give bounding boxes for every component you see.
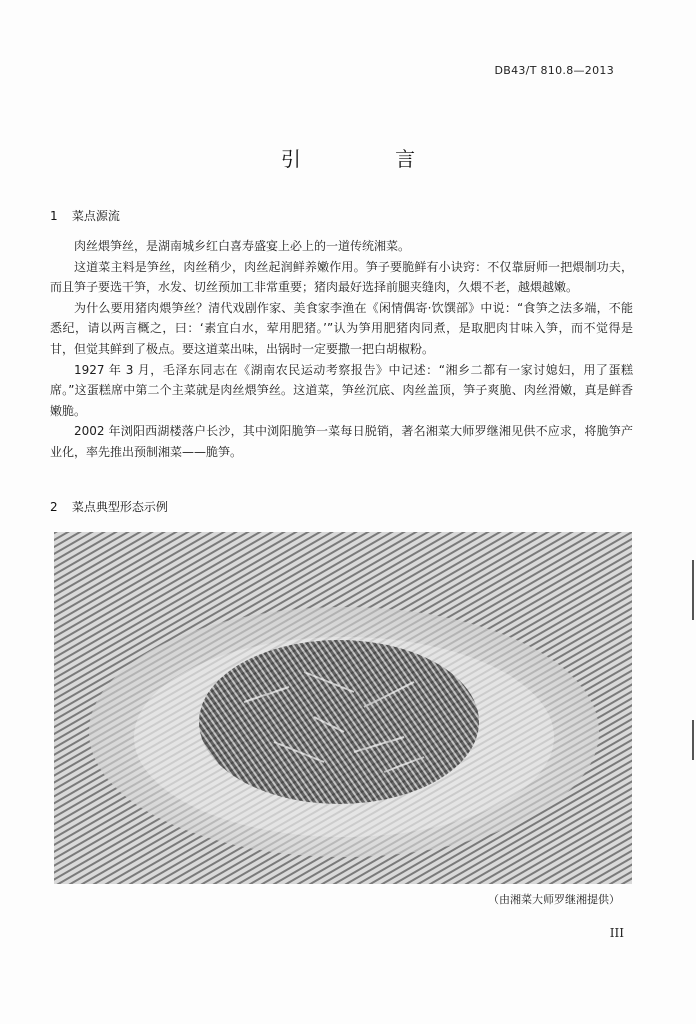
section-1-number: 1	[50, 209, 58, 223]
scan-edge-mark	[692, 560, 694, 620]
dish-photo	[54, 532, 632, 884]
dish-photo-image	[54, 532, 632, 884]
page-number: III	[609, 926, 624, 940]
paragraph: 肉丝煨笋丝，是湖南城乡红白喜寿盛宴上必上的一道传统湘菜。	[74, 239, 411, 253]
paragraph: 2002 年浏阳西湖楼落户长沙，其中浏阳脆笋一菜每日脱销，著名湘菜大师罗继湘见供不应求，将脆笋产业化，率先推出预制湘菜——脆笋。	[50, 424, 633, 459]
paragraph: 这道菜主料是笋丝，肉丝稍少，肉丝起润鲜养嫩作用。笋子要脆鲜有小诀窍：不仅靠厨师一把煨制功夫，而且笋子要选干笋，水发、切丝预加工非常重要；猪肉最好选择前腿夹缝肉，久煨不老，越煨越嫩。	[50, 259, 633, 295]
document-code: DB43/T 810.8—2013	[494, 64, 614, 77]
section-2-number: 2	[50, 500, 58, 514]
photo-caption: （由湘菜大师罗继湘提供）	[488, 893, 620, 906]
paragraph: 为什么要用猪肉煨笋丝？清代戏剧作家、美食家李渔在《闲情偶寄·饮馔部》中说：“食笋之法多端，不能悉纪，请以两言概之，曰：‘素宜白水，荤用肥猪。’”认为笋用肥猪肉同煮，是取肥肉甘味入笋，而不觉得是甘，但觉其鲜到了极点。要这道菜出味，出锅时一定要撒一把白胡椒粉。	[50, 300, 633, 356]
section-1-body	[50, 236, 633, 463]
section-2-heading	[50, 498, 168, 515]
section-1-title: 菜点源流	[71, 209, 120, 223]
paragraph: 1927 年 3 月，毛泽东同志在《湖南农民运动考察报告》中记述：“湘乡二都有一家讨媳妇，用了蛋糕席。”这蛋糕席中第二个主菜就是肉丝煨笋丝。这道菜，笋丝沉底、肉丝盖顶，笋子爽脆、肉丝滑嫩，真是鲜香嫩脆。	[50, 362, 633, 418]
section-2-title: 菜点典型形态示例	[71, 500, 168, 514]
page-title: 引 言	[280, 147, 460, 171]
scan-edge-mark	[692, 720, 694, 760]
section-1-heading	[50, 207, 120, 224]
